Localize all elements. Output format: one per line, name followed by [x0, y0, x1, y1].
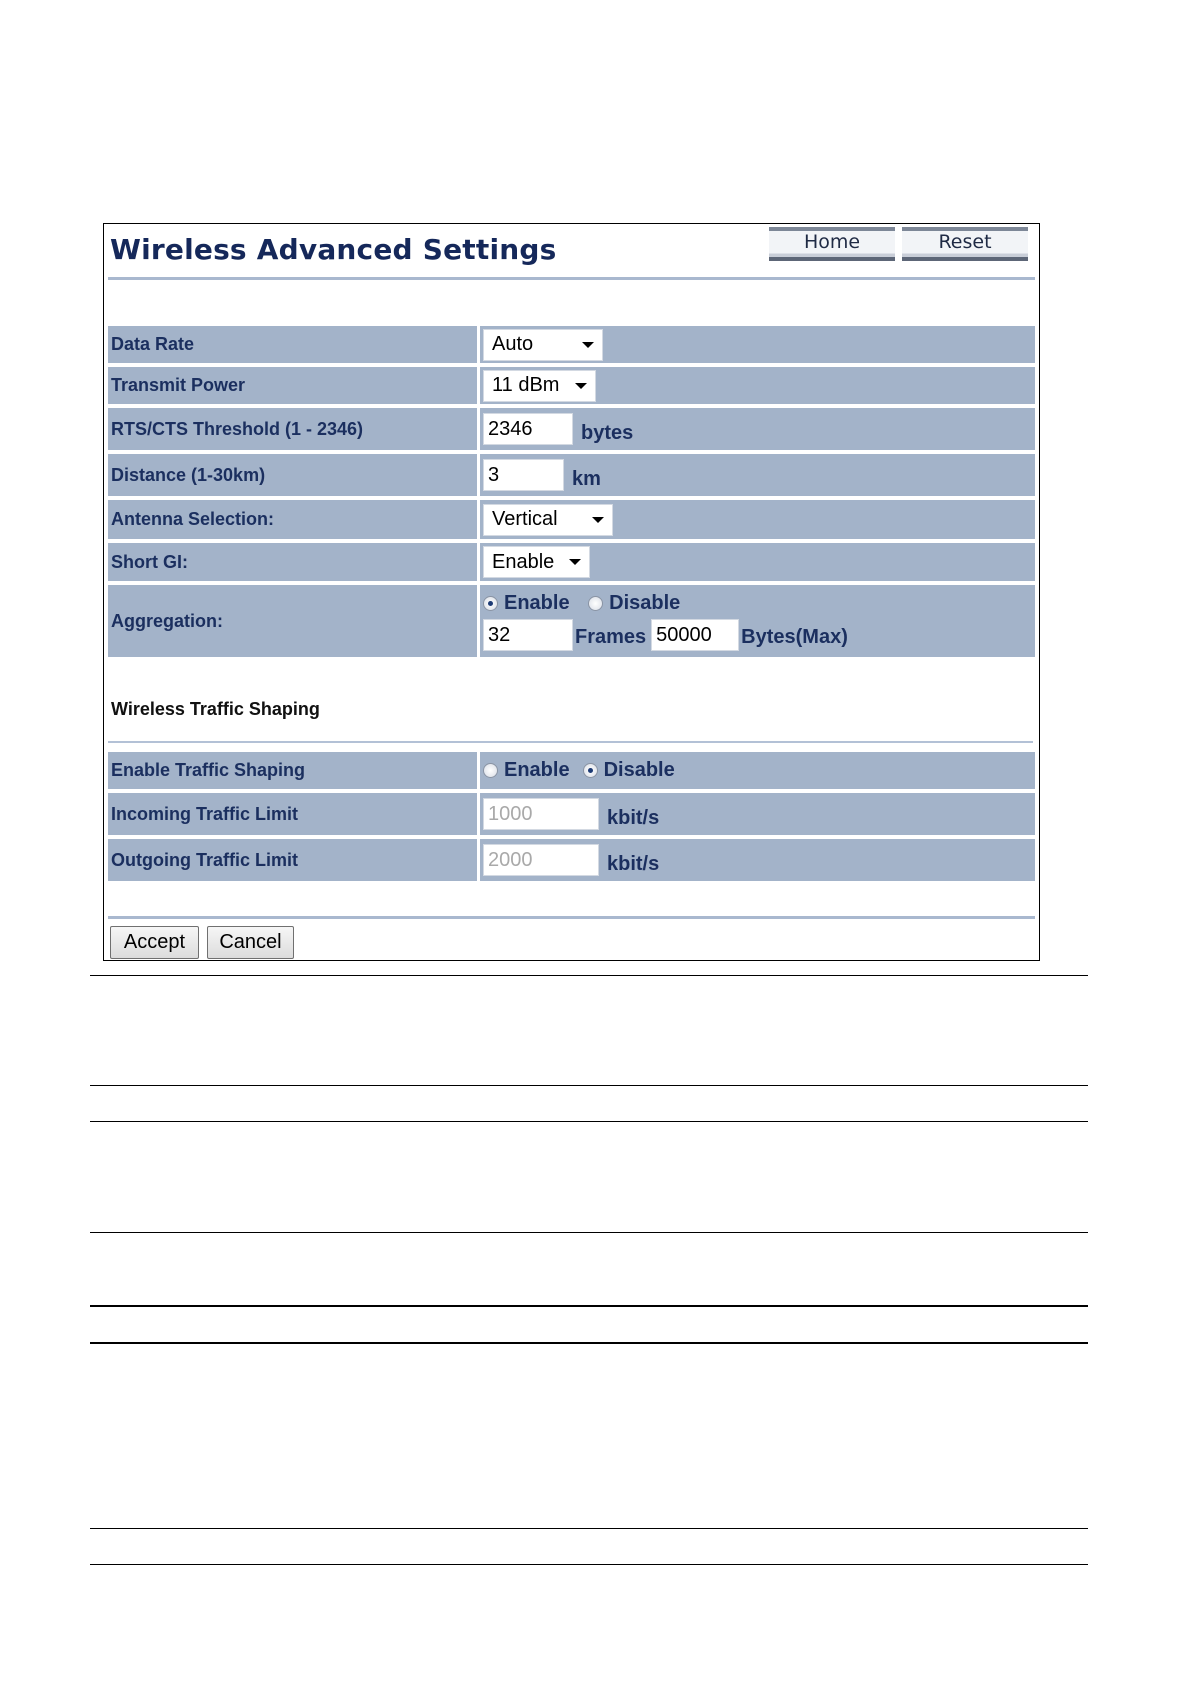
outgoing-traffic-label: Outgoing Traffic Limit: [108, 839, 477, 881]
wireless-advanced-settings-panel: [103, 223, 1040, 961]
incoming-traffic-label: Incoming Traffic Limit: [108, 793, 477, 835]
short-gi-value: Enable: [492, 550, 555, 573]
outgoing-traffic-unit: kbit/s: [607, 852, 660, 875]
distance-label: Distance (1-30km): [108, 454, 477, 496]
rts-cts-label: RTS/CTS Threshold (1 - 2346): [108, 408, 477, 450]
aggregation-bytes-input[interactable]: 50000: [651, 619, 739, 651]
enable-traffic-shaping-label: Enable Traffic Shaping: [108, 752, 477, 789]
short-gi-row: [108, 543, 1035, 581]
table-rule: [90, 975, 1088, 976]
table-rule: [90, 1232, 1088, 1233]
aggregation-row: [108, 585, 1035, 657]
transmit-power-label: Transmit Power: [108, 367, 477, 404]
traffic-shaping-disable-label: Disable: [603, 759, 675, 781]
cancel-button[interactable]: Cancel: [207, 926, 294, 959]
rts-cts-unit: bytes: [581, 421, 634, 444]
reset-button[interactable]: Reset: [902, 227, 1028, 261]
transmit-power-value: 11 dBm: [492, 374, 560, 396]
traffic-shaping-enable-radio[interactable]: [483, 763, 498, 778]
table-rule: [90, 1564, 1088, 1565]
aggregation-bytes-unit: Bytes(Max): [741, 626, 848, 649]
section-divider: [108, 741, 1033, 743]
incoming-traffic-unit: kbit/s: [607, 806, 660, 829]
page-title: Wireless Advanced Settings: [110, 233, 557, 266]
aggregation-label: Aggregation:: [108, 585, 477, 657]
chevron-down-icon: [569, 559, 581, 565]
outgoing-traffic-row: [108, 839, 1035, 881]
aggregation-enable-radio[interactable]: [483, 596, 498, 611]
distance-row: [108, 454, 1035, 496]
chevron-down-icon: [575, 383, 587, 389]
data-rate-value: Auto: [492, 333, 534, 355]
rts-cts-row: [108, 408, 1035, 450]
home-button[interactable]: Home: [769, 227, 895, 261]
aggregation-enable-label: Enable: [504, 591, 570, 614]
aggregation-frames-unit: Frames: [575, 626, 647, 649]
table-rule: [90, 1121, 1088, 1122]
antenna-selection-label: Antenna Selection:: [108, 500, 477, 539]
title-divider: [108, 277, 1035, 280]
enable-traffic-shaping-row: [108, 752, 1035, 789]
transmit-power-select[interactable]: [483, 370, 596, 402]
short-gi-label: Short GI:: [108, 543, 477, 581]
traffic-shaping-disable-radio[interactable]: [583, 763, 598, 778]
chevron-down-icon: [592, 517, 604, 523]
data-rate-select[interactable]: [483, 329, 603, 361]
antenna-selection-select[interactable]: [483, 504, 613, 536]
aggregation-disable-radio[interactable]: [588, 596, 603, 611]
incoming-traffic-row: [108, 793, 1035, 835]
table-rule: [90, 1085, 1088, 1086]
table-rule: [90, 1305, 1088, 1307]
antenna-selection-row: [108, 500, 1035, 539]
outgoing-traffic-input[interactable]: 2000: [483, 844, 599, 876]
chevron-down-icon: [582, 342, 594, 348]
distance-input[interactable]: 3: [483, 459, 564, 491]
aggregation-disable-label: Disable: [609, 591, 681, 614]
data-rate-label: Data Rate: [108, 326, 477, 363]
distance-unit: km: [572, 467, 601, 490]
footer-divider: [108, 916, 1035, 919]
incoming-traffic-input[interactable]: 1000: [483, 798, 599, 830]
data-rate-row: [108, 326, 1035, 363]
transmit-power-row: [108, 367, 1035, 404]
table-rule: [90, 1342, 1088, 1344]
table-rule: [90, 1528, 1088, 1529]
aggregation-frames-input[interactable]: 32: [483, 619, 573, 651]
rts-cts-input[interactable]: 2346: [483, 413, 573, 445]
accept-button[interactable]: Accept: [110, 926, 199, 959]
traffic-shaping-enable-label: Enable: [504, 759, 570, 781]
traffic-shaping-section-title: Wireless Traffic Shaping: [111, 699, 320, 719]
short-gi-select[interactable]: [483, 546, 590, 578]
antenna-selection-value: Vertical: [492, 508, 558, 530]
